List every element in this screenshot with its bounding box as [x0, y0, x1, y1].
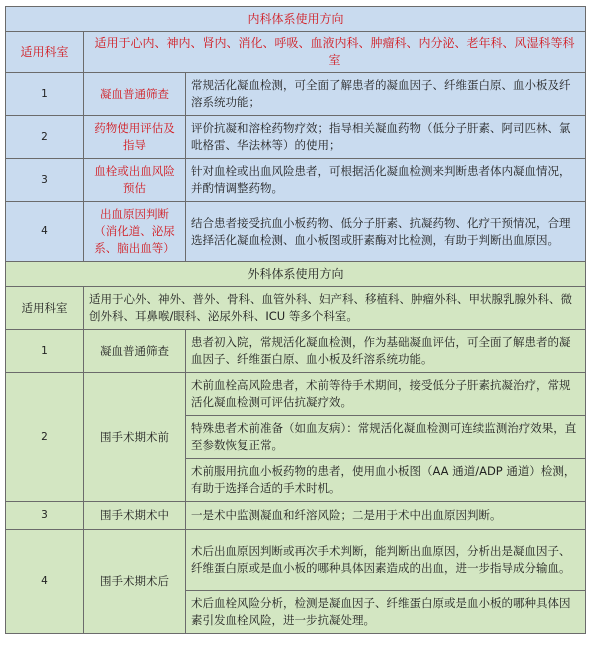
- surgical-row-3: [6, 502, 586, 530]
- row-description: 术前服用抗血小板药物的患者，使用血小板图（AA 通道/ADP 通道）检测，有助于选择合适的手术时机。: [186, 459, 586, 502]
- surgical-row-1: [6, 330, 586, 373]
- row-name: 围手术期术前: [84, 373, 186, 502]
- row-name: 出血原因判断（消化道、泌尿系、脑出血等）: [84, 202, 186, 262]
- row-number: 4: [6, 202, 84, 262]
- row-number: 2: [6, 373, 84, 502]
- row-description: 术后出血原因判断或再次手术判断，能判断出血原因，分析出是凝血因子、纤维蛋白原或是血小板的哪种具体因素造成的出血，进一步指导成分输血。: [186, 530, 586, 591]
- row-description: 常规活化凝血检测，可全面了解患者的凝血因子、纤维蛋白原、血小板及纤溶系统功能；: [186, 73, 586, 116]
- row-number: 3: [6, 502, 84, 530]
- usage-table-container: [5, 6, 585, 634]
- row-description: 针对血栓或出血风险患者，可根据活化凝血检测来判断患者体内凝血情况，并酌情调整药物。: [186, 159, 586, 202]
- row-name: 药物使用评估及指导: [84, 116, 186, 159]
- usage-table: [5, 6, 586, 634]
- internal-dept-row: [6, 32, 586, 73]
- surgical-row-2: [6, 373, 586, 416]
- internal-row-3: [6, 159, 586, 202]
- row-description: 评价抗凝和溶栓药物疗效；指导相关凝血药物（低分子肝素、阿司匹林、氯吡格雷、华法林等）的使用；: [186, 116, 586, 159]
- row-number: 3: [6, 159, 84, 202]
- internal-row-1: [6, 73, 586, 116]
- row-number: 1: [6, 73, 84, 116]
- internal-row-2: [6, 116, 586, 159]
- internal-section-title: 内科体系使用方向: [6, 7, 586, 32]
- internal-title-row: [6, 7, 586, 32]
- row-name: 围手术期术后: [84, 530, 186, 634]
- row-description: 术后血栓风险分析，检测是凝血因子、纤维蛋白原或是血小板的哪种具体因素引发血栓风险，进一步抗凝处理。: [186, 591, 586, 634]
- row-description: 术前血栓高风险患者，术前等待手术期间，接受低分子肝素抗凝治疗，常规活化凝血检测可评估抗凝疗效。: [186, 373, 586, 416]
- row-name: 凝血普通筛查: [84, 73, 186, 116]
- row-name: 血栓或出血风险预估: [84, 159, 186, 202]
- row-number: 2: [6, 116, 84, 159]
- internal-dept-value: 适用于心内、神内、肾内、消化、呼吸、血液内科、肿瘤科、内分泌、老年科、风湿科等科室: [84, 32, 586, 73]
- row-description: 结合患者接受抗血小板药物、低分子肝素、抗凝药物、化疗干预情况，合理选择活化凝血检测、血小板图或肝素酶对比检测，有助于判断出血原因。: [186, 202, 586, 262]
- internal-dept-label: 适用科室: [6, 32, 84, 73]
- internal-row-4: [6, 202, 586, 262]
- surgical-title-row: [6, 262, 586, 287]
- row-number: 1: [6, 330, 84, 373]
- row-number: 4: [6, 530, 84, 634]
- surgical-dept-label: 适用科室: [6, 287, 84, 330]
- row-description: 患者初入院，常规活化凝血检测，作为基础凝血评估，可全面了解患者的凝血因子、纤维蛋白原、血小板及纤溶系统功能。: [186, 330, 586, 373]
- row-description: 特殊患者术前准备（如血友病）：常规活化凝血检测可连续监测治疗效果，直至参数恢复正常。: [186, 416, 586, 459]
- surgical-section-title: 外科体系使用方向: [6, 262, 586, 287]
- surgical-dept-value: 适用于心外、神外、普外、骨科、血管外科、妇产科、移植科、肿瘤外科、甲状腺乳腺外科、微创外科、耳鼻喉/眼科、泌尿外科、ICU 等多个科室。: [84, 287, 586, 330]
- row-description: 一是术中监测凝血和纤溶风险；二是用于术中出血原因判断。: [186, 502, 586, 530]
- surgical-dept-row: [6, 287, 586, 330]
- row-name: 围手术期术中: [84, 502, 186, 530]
- surgical-row-4: [6, 530, 586, 591]
- row-name: 凝血普通筛查: [84, 330, 186, 373]
